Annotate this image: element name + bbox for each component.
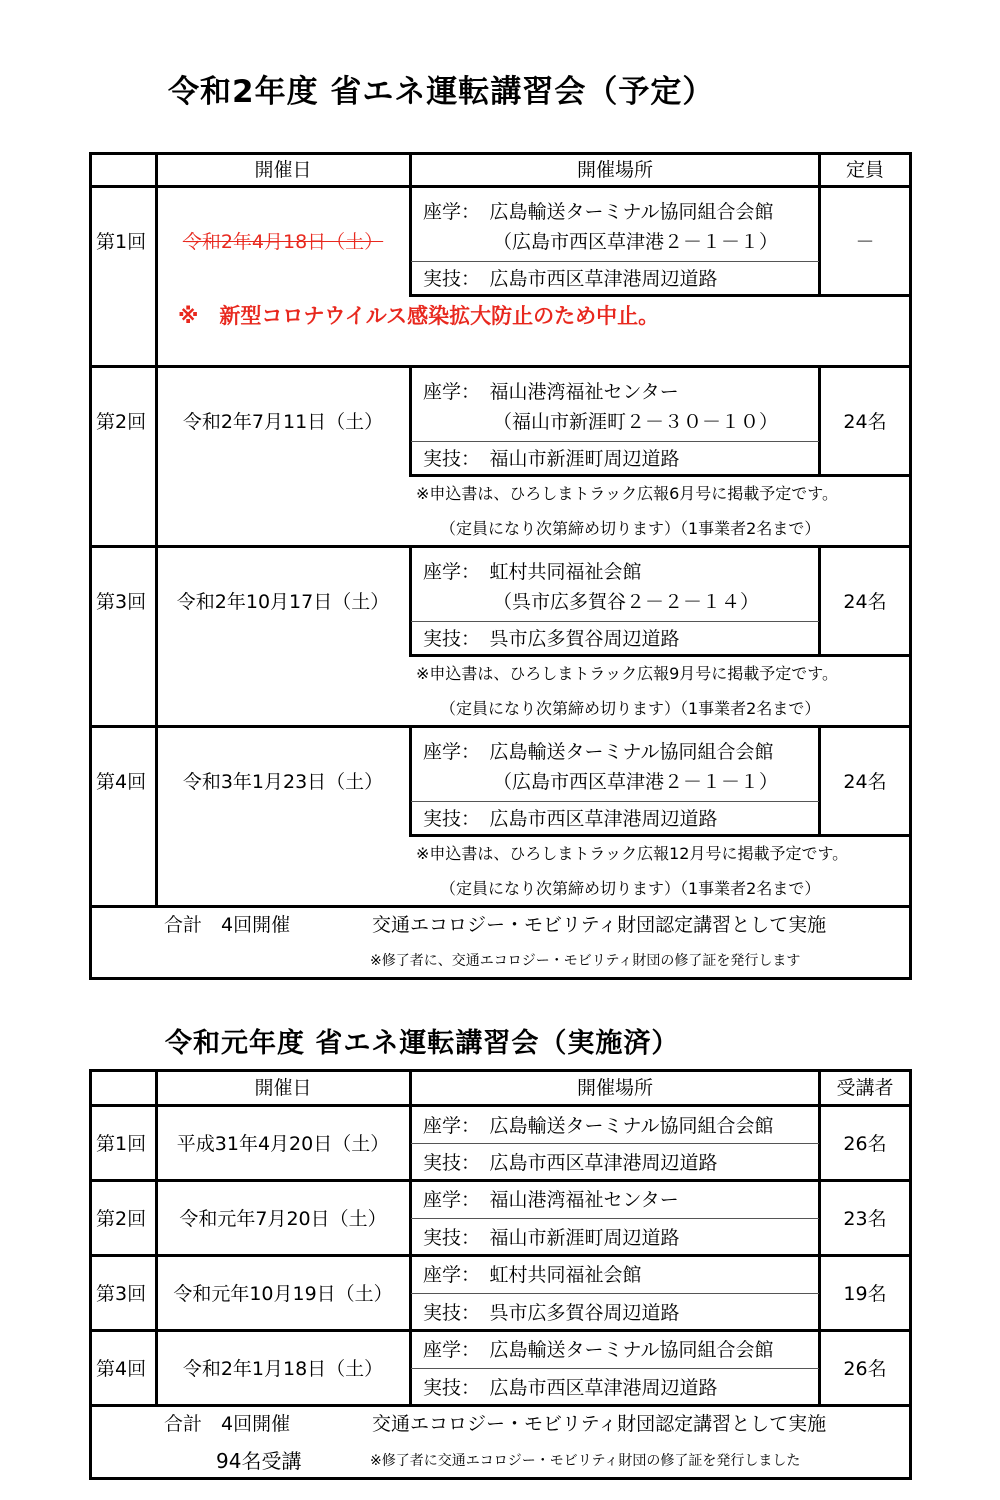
attendee-count: 26名 — [843, 1358, 887, 1380]
total-sessions: 合計 4回開催 — [164, 914, 291, 936]
header-capacity: 定員 — [845, 159, 885, 181]
round-label: 第3回 — [96, 1283, 147, 1305]
cancelled-date: 令和2年4月18日（土） — [182, 231, 384, 253]
header-date: 開催日 — [254, 159, 312, 181]
round-label: 第4回 — [96, 1358, 147, 1380]
event-date: 令和元年10月19日（土） — [173, 1283, 393, 1305]
application-note: ※申込書は、ひろしまトラック広報9月号に掲載予定です。 — [416, 664, 838, 683]
attendee-count: 23名 — [843, 1208, 887, 1230]
certification-text: 交通エコロジー・モビリティ財団認定講習として実施 — [372, 1413, 827, 1435]
header-venue: 開催場所 — [576, 159, 654, 181]
certification-text: 交通エコロジー・モビリティ財団認定講習として実施 — [372, 914, 827, 936]
lecture-address: （福山市新涯町２－３０－１０） — [493, 411, 779, 433]
lecture-address: （広島市西区草津港２－１－１） — [493, 231, 779, 253]
certificate-note: ※修了者に交通エコロジー・モビリティ財団の修了証を発行しました — [370, 1453, 801, 1469]
round-label: 第4回 — [96, 771, 147, 793]
section-title: 令和元年度 省エネ運転講習会（実施済） — [165, 1028, 680, 1059]
lecture-venue: 座学： 広島輸送ターミナル協同組合会館 — [423, 1339, 774, 1361]
practice-venue: 実技： 呉市広多賀谷周辺道路 — [423, 1302, 680, 1324]
capacity-value: 24名 — [843, 771, 887, 793]
attendee-count: 19名 — [843, 1283, 887, 1305]
header-date: 開催日 — [254, 1077, 312, 1099]
round-label: 第2回 — [96, 1208, 147, 1230]
practice-venue: 実技： 広島市西区草津港周辺道路 — [423, 268, 718, 290]
round-label: 第1回 — [96, 1133, 147, 1155]
lecture-venue: 座学： 広島輸送ターミナル協同組合会館 — [423, 1115, 774, 1137]
round-label: 第1回 — [96, 231, 147, 253]
event-date: 令和2年10月17日（土） — [176, 591, 390, 613]
event-date: 令和元年7月20日（土） — [179, 1208, 387, 1230]
capacity-value: 24名 — [843, 591, 887, 613]
practice-venue: 実技： 福山市新涯町周辺道路 — [423, 448, 680, 470]
practice-venue: 実技： 福山市新涯町周辺道路 — [423, 1227, 680, 1249]
attendee-count: 26名 — [843, 1133, 887, 1155]
practice-venue: 実技： 広島市西区草津港周辺道路 — [423, 1377, 718, 1399]
application-note: ※申込書は、ひろしまトラック広報12月号に掲載予定です。 — [416, 844, 849, 863]
capacity-value: － — [855, 231, 875, 253]
lecture-venue: 座学： 広島輸送ターミナル協同組合会館 — [423, 201, 774, 223]
lecture-venue: 座学： 福山港湾福祉センター — [423, 381, 679, 403]
cancellation-notice: ※ 新型コロナウイルス感染拡大防止のため中止。 — [178, 304, 660, 328]
lecture-venue: 座学： 虹村共同福祉会館 — [423, 561, 642, 583]
event-date: 平成31年4月20日（土） — [176, 1133, 390, 1155]
round-label: 第3回 — [96, 591, 147, 613]
lecture-address: （呉市広多賀谷２－２－１４） — [493, 591, 760, 613]
capacity-note: （定員になり次第締め切ります）（1事業者2名まで） — [440, 879, 821, 898]
event-date: 令和3年1月23日（土） — [182, 771, 384, 793]
event-date: 令和2年1月18日（土） — [182, 1358, 384, 1380]
practice-venue: 実技： 広島市西区草津港周辺道路 — [423, 1152, 718, 1174]
lecture-venue: 座学： 虹村共同福祉会館 — [423, 1264, 642, 1286]
capacity-note: （定員になり次第締め切ります）（1事業者2名まで） — [440, 699, 821, 718]
total-sessions: 合計 4回開催 — [164, 1413, 291, 1435]
capacity-note: （定員になり次第締め切ります）（1事業者2名まで） — [440, 519, 821, 538]
header-attendees: 受講者 — [836, 1077, 894, 1099]
application-note: ※申込書は、ひろしまトラック広報6月号に掲載予定です。 — [416, 484, 838, 503]
lecture-venue: 座学： 福山港湾福祉センター — [423, 1189, 679, 1211]
header-venue: 開催場所 — [576, 1077, 654, 1099]
practice-venue: 実技： 呉市広多賀谷周辺道路 — [423, 628, 680, 650]
lecture-venue: 座学： 広島輸送ターミナル協同組合会館 — [423, 741, 774, 763]
round-label: 第2回 — [96, 411, 147, 433]
event-date: 令和2年7月11日（土） — [182, 411, 384, 433]
page-title: 令和2年度 省エネ運転講習会（予定） — [168, 74, 715, 110]
capacity-value: 24名 — [843, 411, 887, 433]
total-attendees: 94名受講 — [216, 1449, 302, 1473]
lecture-address: （広島市西区草津港２－１－１） — [493, 771, 779, 793]
certificate-note: ※修了者に、交通エコロジー・モビリティ財団の修了証を発行します — [370, 953, 801, 969]
practice-venue: 実技： 広島市西区草津港周辺道路 — [423, 808, 718, 830]
